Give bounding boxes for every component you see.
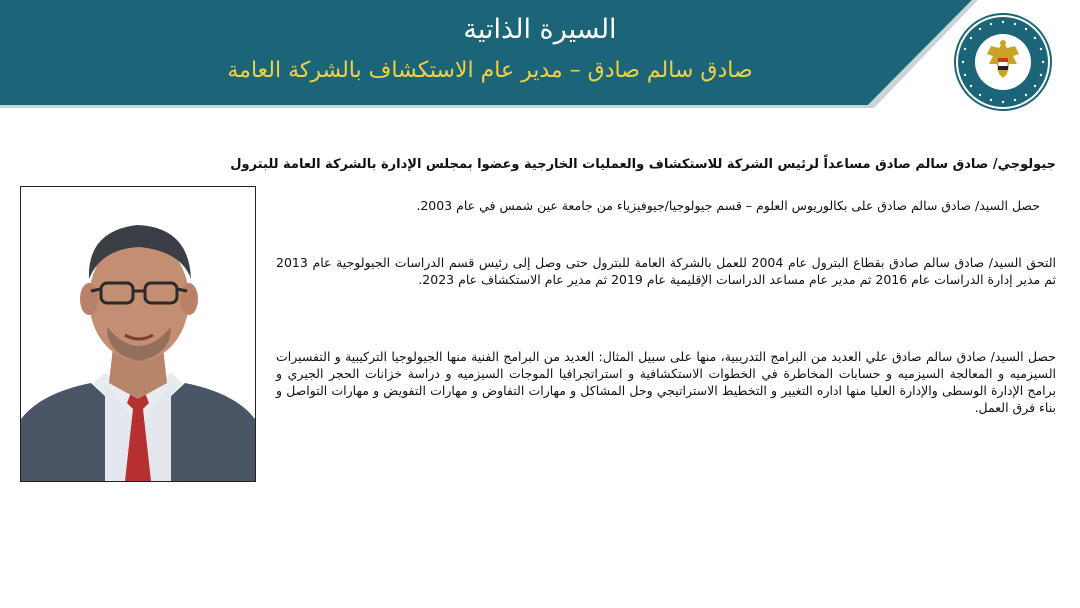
ministry-seal-icon [953, 12, 1053, 112]
bio-paragraph-education: حصل السيد/ صادق سالم صادق على بكالوريوس العلوم – قسم جيولوجيا/جيوفيزياء من جامعة عين شمس في عام 2003. [416, 198, 1040, 213]
page-title: السيرة الذاتية [463, 14, 617, 45]
ministry-logo [953, 12, 1053, 112]
header-banner [0, 0, 1080, 108]
bio-paragraph-career: التحق السيد/ صادق سالم صادق بقطاع البترول عام 2004 للعمل بالشركة العامة للبترول حتى وصل إلى رئيس قسم الدراسات الجيولوجية عام 2013 ثم مدير إدارة الدراسات عام 2016 ثم مدير عام مساعد الدراسات الإقليمية عام 2019 ثم مدير عام الاستكشاف عام 2023. [276, 255, 1056, 287]
bio-headline: جيولوجي/ صادق سالم صادق مساعداً لرئيس الشركة للاستكشاف والعمليات الخارجية وعضوا بمجلس الإدارة بالشركة العامة للبترول [230, 157, 1056, 172]
page-subtitle: صادق سالم صادق – مدير عام الاستكشاف بالشركة العامة [227, 58, 753, 83]
bio-paragraph-training: حصل السيد/ صادق سالم صادق علي العديد من البرامج التدريبية، منها على سبيل المثال: العديد من البرامج الفنية منها الجيولوجيا التركيبية و التفسيرات السيزميه و المعالجة السيزميه و حسابات المخاطرة في الخطوات الاستكشافية و استراتجرافيا الموجات السيزميه و دراسة خزانات الحجر الجيري و برامج الإدارة الوسطى والإدارة العليا منها اداره التغيير و التخطيط الاستراتيجي وحل المشاكل و مهارات التفاوض و مهارات التفويض و مهارات التواصل و بناء فرق العمل. [276, 349, 1056, 415]
profile-photo [20, 186, 256, 482]
portrait-image [21, 187, 255, 481]
